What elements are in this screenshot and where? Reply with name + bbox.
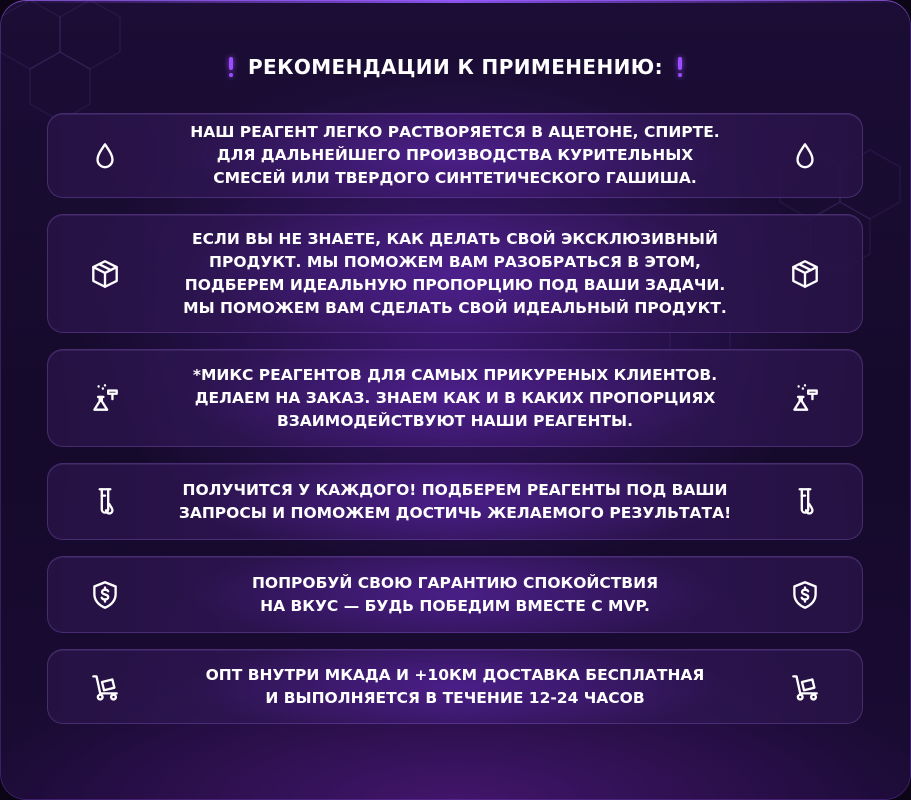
shield-dollar-icon bbox=[86, 576, 124, 614]
droplet-icon bbox=[786, 137, 824, 175]
shield-dollar-icon bbox=[786, 576, 824, 614]
card-text: ПОЛУЧИТСЯ У КАЖДОГО! ПОДБЕРЕМ РЕАГЕНТЫ ПОД ВАШИ ЗАПРОСЫ И ПОМОЖЕМ ДОСТИЧЬ ЖЕЛАЕМОГО РЕЗУЛЬТАТА! bbox=[178, 480, 732, 522]
recommendation-card-reagent-mix bbox=[47, 349, 863, 447]
recommendation-card-custom-product bbox=[47, 214, 863, 333]
lab-flask-icon bbox=[86, 379, 124, 417]
lab-flask-icon bbox=[786, 379, 824, 417]
test-tube-icon bbox=[86, 483, 124, 521]
exclamation-icon-right bbox=[677, 57, 683, 77]
box-icon bbox=[86, 255, 124, 293]
card-text: ПОПРОБУЙ СВОЮ ГАРАНТИЮ СПОКОЙСТВИЯ НА ВКУС — БУДЬ ПОБЕДИМ ВМЕСТЕ С MVP. bbox=[251, 573, 659, 615]
hand-truck-icon bbox=[86, 668, 124, 706]
section-title bbox=[0, 50, 911, 84]
title-text: РЕКОМЕНДАЦИИ К ПРИМЕНЕНИЮ: bbox=[247, 55, 664, 79]
recommendation-card-delivery bbox=[47, 649, 863, 724]
recommendation-card-guarantee bbox=[47, 556, 863, 633]
recommendation-card-results bbox=[47, 463, 863, 540]
hand-truck-icon bbox=[786, 668, 824, 706]
recommendation-card-solubility bbox=[47, 113, 863, 198]
exclamation-icon-left bbox=[228, 57, 234, 77]
card-text: ЕСЛИ ВЫ НЕ ЗНАЕТЕ, КАК ДЕЛАТЬ СВОЙ ЭКСКЛЮЗИВНЫЙ ПРОДУКТ. МЫ ПОМОЖЕМ ВАМ РАЗОБРАТЬСЯ В ЭТОМ, ПОДБЕРЕМ ИДЕАЛЬНУЮ ПРОПОРЦИЮ ПОД ВАШИ ЗАДАЧИ. МЫ ПОМОЖЕМ ВАМ СДЕЛАТЬ СВОЙ ИДЕАЛЬНЫЙ ПРОДУКТ. bbox=[183, 229, 727, 317]
card-text: ОПТ ВНУТРИ МКАДА И +10КМ ДОСТАВКА БЕСПЛАТНАЯ И ВЫПОЛНЯЕТСЯ В ТЕЧЕНИЕ 12-24 ЧАСОВ bbox=[205, 665, 705, 707]
box-icon bbox=[786, 255, 824, 293]
card-text: НАШ РЕАГЕНТ ЛЕГКО РАСТВОРЯЕТСЯ В АЦЕТОНЕ, СПИРТЕ. ДЛЯ ДАЛЬНЕЙШЕГО ПРОИЗВОДСТВА КУРИТЕЛЬНЫХ СМЕСЕЙ ИЛИ ТВЕРДОГО СИНТЕТИЧЕСКОГО ГАШИША. bbox=[190, 123, 720, 187]
card-text: *МИКС РЕАГЕНТОВ ДЛЯ САМЫХ ПРИКУРЕНЫХ КЛИЕНТОВ. ДЕЛАЕМ НА ЗАКАЗ. ЗНАЕМ КАК И В КАКИХ ПРОПОРЦИЯХ ВЗАИМОДЕЙСТВУЮТ НАШИ РЕАГЕНТЫ. bbox=[192, 365, 718, 430]
test-tube-icon bbox=[786, 483, 824, 521]
droplet-icon bbox=[86, 137, 124, 175]
